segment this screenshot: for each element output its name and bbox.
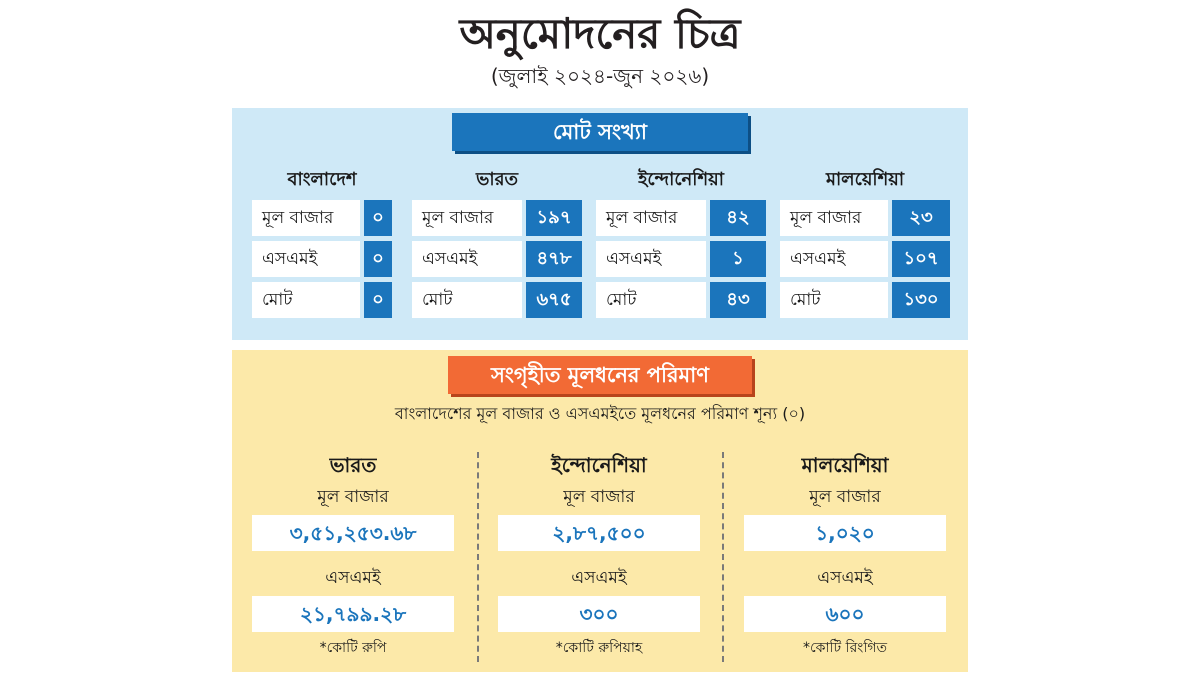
page-subtitle: (জুলাই ২০২৪-জুন ২০২৬) [490,64,710,88]
column-divider [477,452,479,662]
row-value-total: ১৩০ [892,282,950,318]
row-label-sme: এসএমই [252,241,360,277]
row-label-total: মোট [596,282,706,318]
main-market-label: মূল বাজার [317,487,389,507]
row-value-sme: ০ [364,241,392,277]
main-market-amount: ১,০২০ [744,515,946,551]
row-value-main-market: ০ [364,200,392,236]
currency-unit: *কোটি রুপি [319,640,387,656]
currency-unit: *কোটি রিংগিত [802,640,888,656]
row-value-main-market: ২৩ [892,200,950,236]
capital-heading-india: ভারত [329,453,377,477]
sme-amount: ২১,৭৯৯.২৮ [252,596,454,632]
sme-amount: ৩০০ [498,596,700,632]
row-label-total: মোট [780,282,888,318]
row-label-main-market: মূল বাজার [412,200,522,236]
main-market-amount: ৩,৫১,২৫৩.৬৮ [252,515,454,551]
sme-label: এসএমই [571,568,627,588]
row-value-sme: ৪৭৮ [526,241,582,277]
country-heading-malaysia: মালয়েশিয়া [825,169,905,190]
totals-ribbon: মোট সংখ্যা [452,113,748,151]
capital-ribbon: সংগৃহীত মূলধনের পরিমাণ [448,356,752,394]
sme-label: এসএমই [325,568,381,588]
sme-label: এসএমই [817,568,873,588]
column-divider [722,452,724,662]
main-market-label: মূল বাজার [809,487,881,507]
currency-unit: *কোটি রুপিয়াহ [555,640,643,656]
row-label-total: মোট [412,282,522,318]
row-value-total: ৪৩ [710,282,766,318]
capital-heading-malaysia: মালয়েশিয়া [801,453,889,477]
country-heading-bangladesh: বাংলাদেশ [287,169,357,190]
row-label-sme: এসএমই [780,241,888,277]
row-label-main-market: মূল বাজার [780,200,888,236]
main-market-amount: ২,৮৭,৫০০ [498,515,700,551]
page-title: অনুমোদনের চিত্র [459,9,741,58]
row-value-main-market: ১৯৭ [526,200,582,236]
capital-heading-indonesia: ইন্দোনেশিয়া [551,453,647,477]
row-label-sme: এসএমই [596,241,706,277]
row-label-total: মোট [252,282,360,318]
row-value-total: ০ [364,282,392,318]
sme-amount: ৬০০ [744,596,946,632]
row-label-main-market: মূল বাজার [252,200,360,236]
row-value-total: ৬৭৫ [526,282,582,318]
row-label-sme: এসএমই [412,241,522,277]
country-heading-india: ভারত [475,169,519,190]
row-value-sme: ১০৭ [892,241,950,277]
row-value-sme: ১ [710,241,766,277]
row-value-main-market: ৪২ [710,200,766,236]
country-heading-indonesia: ইন্দোনেশিয়া [638,169,724,190]
capital-note: বাংলাদেশের মূল বাজার ও এসএমইতে মূলধনের পরিমাণ শূন্য (০) [394,404,806,423]
main-market-label: মূল বাজার [563,487,635,507]
row-label-main-market: মূল বাজার [596,200,706,236]
